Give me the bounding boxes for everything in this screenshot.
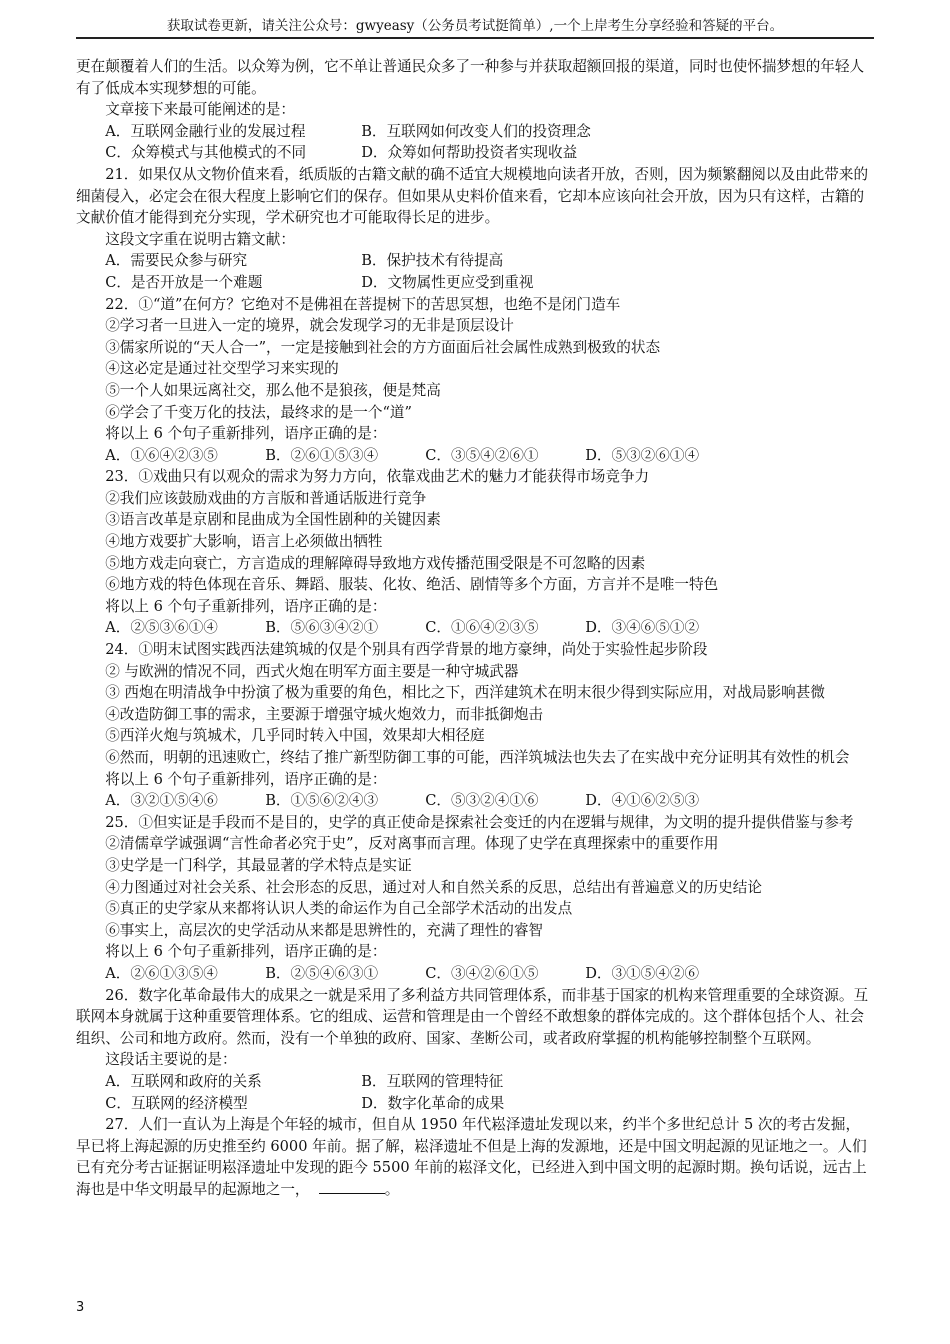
q25-sentence-6: ⑥事实上，高层次的史学活动从来都是思辨性的，充满了理性的睿智 <box>105 921 544 939</box>
q22-sentence-1: 22．①“道”在何方？它绝对不是佛祖在菩提树下的苦思冥想，也绝不是闭门造车 <box>105 295 621 313</box>
q24-option-b: B．①⑤⑥②④③ <box>265 792 379 810</box>
q25-option-b: B．②⑤④⑥③① <box>265 964 379 982</box>
q25-question: 将以上 6 个句子重新排列，语序正确的是： <box>105 943 387 961</box>
q25-sentence-4: ④力图通过对社会关系、社会形态的反思，通过对人和自然关系的反思，总结出有普遍意义的历史结论 <box>105 878 762 896</box>
q22-sentence-5: ⑤一个人如果远离社交，那么他不是狼孩，便是梵高 <box>105 381 441 399</box>
q25-sentence-1: 25．①但实证是手段而不是目的，史学的真正使命是探索社会变迁的内在逻辑与规律，为文明的提升提供借鉴与参考 <box>105 813 854 831</box>
q22-option-d: D．⑤③②⑥①④ <box>585 446 700 464</box>
q21-option-d: D．文物属性更应受到重视 <box>361 273 534 291</box>
q21-option-c: C．是否开放是一个难题 <box>105 273 263 291</box>
q24-question: 将以上 6 个句子重新排列，语序正确的是： <box>105 770 387 788</box>
q27-stem-text: 27．人们一直认为上海是个年轻的城市，但自从 1950 年代崧泽遗址发现以来，约半个多世纪总计 5 次的考古发掘，早已将上海起源的历史推至约 6000 年前。据了解，崧泽遗址不但是上海的发源地，还是中国文明起源的见证地之一。人们已有充分考古证据证明崧泽遗址中发现的距今 5500 年前的崧泽文化，已经进入到中国文明的起源时期。换句话说，远古上海也是中华文明最早的起源地之一， <box>76 1116 867 1198</box>
q23-question: 将以上 6 个句子重新排列，语序正确的是： <box>105 597 387 615</box>
q26-option-b: B．互联网的管理特征 <box>361 1072 504 1090</box>
page-number: 3 <box>76 1300 85 1315</box>
q22-sentence-3: ③儒家所说的“天人合一”，一定是接触到社会的方方面面后社会属性成熟到极致的状态 <box>105 338 661 356</box>
q20-option-c: C．众筹模式与其他模式的不同 <box>105 144 307 162</box>
q21-question: 这段文字重在说明古籍文献： <box>105 230 295 248</box>
q25-option-c: C．③④②⑥①⑤ <box>425 964 539 982</box>
q26-option-c: C．互联网的经济模型 <box>105 1094 248 1112</box>
q23-sentence-5: ⑤地方戏走向衰亡，方言造成的理解障碍导致地方戏传播范围受限是不可忽略的因素 <box>105 554 646 572</box>
q22-option-a: A．①⑥④②③⑤ <box>105 446 218 464</box>
q20-continued: 更在颠覆着人们的生活。以众筹为例，它不单让普通民众多了一种参与并获取超额回报的渠道，同时也使怀揣梦想的年轻人有了低成本实现梦想的可能。 <box>76 58 865 97</box>
q20-option-a: A．互联网金融行业的发展过程 <box>105 122 306 140</box>
q24-sentence-3: ③ 西炮在明清战争中扮演了极为重要的角色，相比之下，西洋建筑术在明末很少得到实际应用，对战局影响甚微 <box>105 684 825 702</box>
q25-option-a: A．②⑥①③⑤④ <box>105 964 218 982</box>
q23-options <box>76 617 874 639</box>
q21-options-ab <box>76 250 874 272</box>
q24-option-d: D．④①⑥②⑤③ <box>585 792 700 810</box>
q22-question: 将以上 6 个句子重新排列，语序正确的是： <box>105 425 387 443</box>
q23-sentence-1: 23．①戏曲只有以观众的需求为努力方向，依靠戏曲艺术的魅力才能获得市场竞争力 <box>105 468 650 486</box>
q24-option-a: A．③②①⑤④⑥ <box>105 792 218 810</box>
q22-option-b: B．②⑥①⑤③④ <box>265 446 379 464</box>
q22-option-c: C．③⑤④②⑥① <box>425 446 539 464</box>
q23-option-b: B．⑤⑥③④②① <box>265 619 379 637</box>
q25-sentence-3: ③史学是一门科学，其最显著的学术特点是实证 <box>105 856 412 874</box>
q24-sentence-4: ④改造防御工事的需求，主要源于增强守城火炮效力，而非抵御炮击 <box>105 705 544 723</box>
q26-option-d: D．数字化革命的成果 <box>361 1094 505 1112</box>
q20-question: 文章接下来最可能阐述的是： <box>105 101 295 119</box>
q23-sentence-4: ④地方戏要扩大影响，语言上必须做出牺牲 <box>105 533 383 551</box>
q20-options-cd <box>76 142 874 164</box>
q22-sentence-2: ②学习者一旦进入一定的境界，就会发现学习的无非是顶层设计 <box>105 317 514 335</box>
q23-option-a: A．②⑤③⑥①④ <box>105 619 218 637</box>
q23-sentence-2: ②我们应该鼓励戏曲的方言版和普通话版进行竞争 <box>105 489 427 507</box>
header-rule <box>76 37 874 39</box>
q26-option-a: A．互联网和政府的关系 <box>105 1072 262 1090</box>
q27-answer-blank <box>319 1179 385 1194</box>
q21-stem: 21．如果仅从文物价值来看，纸质版的古籍文献的确不适宜大规模地向读者开放，否则，因为频繁翻阅以及由此带来的细菌侵入，必定会在很大程度上影响它们的保存。但如果从史料价值来看，它却本应该向社会开放，因为只有这样，古籍的文献价值才能得到充分实现，学术研究也才可能取得长足的进步。 <box>76 165 869 227</box>
q27-end-mark: 。 <box>384 1180 400 1198</box>
q25-option-d: D．③①⑤④②⑥ <box>585 964 700 982</box>
q23-sentence-6: ⑥地方戏的特色体现在音乐、舞蹈、服装、化妆、绝活、剧情等多个方面，方言并不是唯一特色 <box>105 576 719 594</box>
q24-option-c: C．⑤③②④①⑥ <box>425 792 539 810</box>
q22-options <box>76 445 874 467</box>
q24-sentence-1: 24．①明末试图实践西法建筑城的仅是个别具有西学背景的地方豪绅，尚处于实验性起步阶段 <box>105 641 708 659</box>
q26-question: 这段话主要说的是： <box>105 1051 237 1069</box>
q23-sentence-3: ③语言改革是京剧和昆曲成为全国性剧种的关键因素 <box>105 511 441 529</box>
document-body <box>76 56 874 1200</box>
q24-sentence-6: ⑥然而，明朝的迅速败亡，终结了推广新型防御工事的可能，西洋筑城法也失去了在实战中充分证明其有效性的机会 <box>105 749 850 766</box>
q26-options-cd <box>76 1093 874 1115</box>
q21-options-cd <box>76 272 874 294</box>
page-header: 获取试卷更新，请关注公众号：gwyeasy（公务员考试挺简单）,一个上岸考生分享经验和答疑的平台。 <box>166 18 784 34</box>
q20-options-ab <box>76 121 874 143</box>
q21-option-b: B．保护技术有待提高 <box>361 252 504 270</box>
q20-option-b: B．互联网如何改变人们的投资理念 <box>361 122 591 140</box>
q25-sentence-5: ⑤真正的史学家从来都将认识人类的命运作为自己全部学术活动的出发点 <box>105 900 573 918</box>
q20-option-d: D．众筹如何帮助投资者实现收益 <box>361 144 578 162</box>
q22-sentence-4: ④这必定是通过社交型学习来实现的 <box>105 360 339 378</box>
q25-sentence-2: ②清儒章学诚强调“言性命者必究于史”，反对离事而言理。体现了史学在真理探索中的重要作用 <box>105 835 719 853</box>
q24-sentence-2: ② 与欧洲的情况不同，西式火炮在明军方面主要是一种守城武器 <box>105 662 519 680</box>
q23-option-c: C．①⑥④②③⑤ <box>425 619 539 637</box>
q27-stem <box>76 1114 874 1200</box>
q25-options <box>76 963 874 985</box>
q21-option-a: A．需要民众参与研究 <box>105 252 248 270</box>
q26-stem: 26．数字化革命最伟大的成果之一就是采用了多利益方共同管理体系，而非基于国家的机构来管理重要的全球资源。互联网本身就属于这种重要管理体系。它的组成、运营和管理是由一个曾经不敢想象的群体完成的。这个群体包括个人、社会组织、公司和地方政府。然而，没有一个单独的政府、国家、垄断公司，或者政府掌握的机构能够控制整个互联网。 <box>76 986 869 1047</box>
q26-options-ab <box>76 1071 874 1093</box>
q22-sentence-6: ⑥学会了千变万化的技法，最终求的是一个“道” <box>105 403 412 421</box>
q24-sentence-5: ⑤西洋火炮与筑城术，几乎同时转入中国，效果却大相径庭 <box>105 727 485 745</box>
q24-options <box>76 790 874 812</box>
q23-option-d: D．③④⑥⑤①② <box>585 619 700 637</box>
